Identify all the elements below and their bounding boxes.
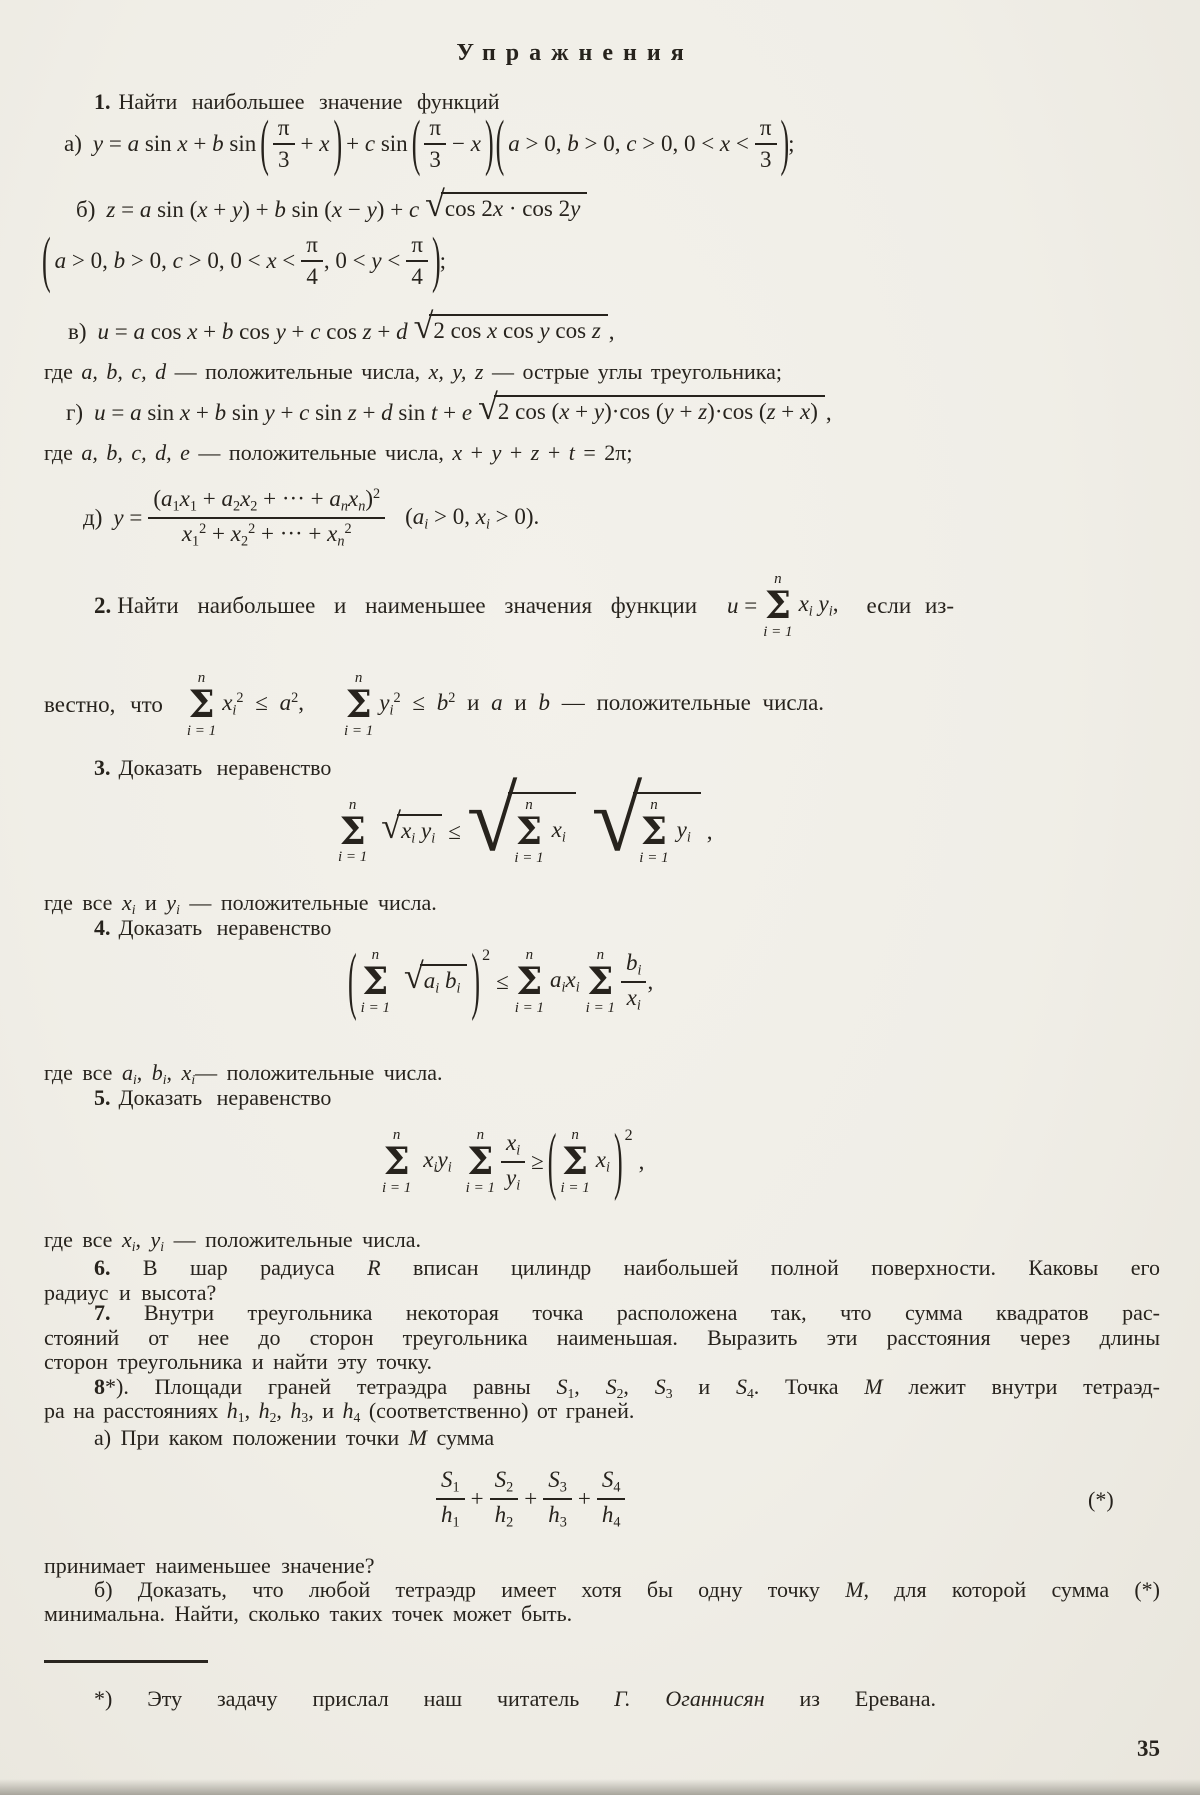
formula-1g-note: где a, b, c, d, e — положительные числа, x + y + z + t = 2π;	[44, 440, 633, 465]
math-text: u =	[727, 592, 758, 618]
numerator: $x_i$	[501, 1131, 525, 1163]
problem-number: 2.	[94, 592, 112, 618]
radicand: cos 2x · cos 2y	[441, 192, 587, 222]
math-text: y =	[113, 505, 143, 531]
formula-1b	[76, 184, 587, 228]
punctuation: ;	[439, 248, 447, 274]
math-text: $a_ix_i$	[550, 967, 580, 996]
fraction	[301, 233, 323, 289]
summation: n Σ i = 1	[639, 797, 669, 866]
problem-text: если из-	[866, 592, 955, 618]
operator: +	[524, 1486, 538, 1512]
fraction	[597, 1468, 626, 1530]
math-text: a > 0, b > 0, c > 0, 0 < x <	[54, 248, 296, 274]
denominator: $h_2$	[494, 1502, 514, 1531]
denominator: $h_1$	[441, 1502, 460, 1531]
heading-text: Доказать неравенство	[118, 1085, 332, 1110]
problem-8b-line-1: б) Доказать, что любой тетраэдр имеет хотя бы одну точку М, для которой сумма (*)	[94, 1577, 1160, 1602]
big-paren-open: (	[348, 938, 357, 1023]
item-label: а)	[64, 131, 82, 157]
problem-8-line-2: ра на расстояниях $h_1$, $h_2$, $h_3$, и $h_4$ (соответственно) от граней.	[44, 1398, 635, 1426]
formula-5	[382, 1118, 645, 1203]
radical	[466, 768, 576, 871]
radical-sign: √	[478, 387, 498, 427]
item-label: д)	[83, 505, 103, 531]
fraction	[406, 233, 428, 289]
summation: n Σ i = 1	[344, 670, 374, 739]
fraction	[148, 487, 385, 549]
radical-sign: √	[413, 306, 434, 346]
page-number: 35	[1137, 1736, 1160, 1761]
operator: +	[470, 1486, 484, 1512]
fraction	[621, 951, 646, 1013]
summation: n Σ i = 1	[338, 796, 368, 866]
radical	[478, 387, 825, 431]
problem-8b-line-2: минимальна. Найти, сколько таких точек может быть.	[44, 1601, 573, 1626]
formula-star	[436, 1468, 625, 1530]
formula-1v	[68, 306, 615, 350]
numerator: π	[273, 116, 295, 145]
big-paren-open: (	[495, 108, 505, 178]
summation: n Σ i = 1	[560, 1127, 590, 1196]
radical	[413, 306, 608, 350]
punctuation: ,	[638, 1148, 645, 1174]
exponent: 2	[482, 946, 491, 964]
big-paren-close: )	[613, 1118, 623, 1203]
radicand: $x_i$ $y_i$	[397, 814, 442, 847]
problem-6-line-1: 6. В шар радиуса R вписан цилиндр наибольшей полной поверхности. Каковы его	[94, 1255, 1160, 1280]
denominator: 3	[429, 147, 441, 173]
scan-bottom-edge	[0, 1779, 1200, 1795]
fraction	[543, 1468, 572, 1530]
problem-1-heading	[94, 90, 500, 114]
heading-text: Доказать неравенство	[118, 915, 332, 940]
problem-8a-question: принимает наименьшее значение?	[44, 1553, 375, 1578]
fraction	[424, 116, 446, 172]
math-text: $y_i$	[676, 817, 691, 846]
big-paren-close: )	[431, 225, 441, 295]
fraction	[490, 1468, 519, 1530]
formula-1d	[83, 487, 539, 549]
summation: n Σ i = 1	[360, 947, 390, 1016]
denominator: 3	[759, 147, 772, 173]
radical	[591, 768, 701, 871]
math-text: $y_i^2 \le b^2$ и a и b — положительные числа.	[379, 690, 825, 719]
page-title: Упражнения	[456, 40, 694, 66]
problem-number: 4.	[94, 915, 111, 940]
formula-1g	[66, 387, 832, 431]
formula-4-note: где все $a_i$, $b_i$, $x_i—$ положительные числа.	[44, 1060, 443, 1088]
big-paren-open: (	[260, 108, 269, 178]
numerator: $S_1$	[436, 1468, 465, 1500]
radical-sign: √	[591, 768, 643, 870]
big-paren-open: (	[547, 1118, 557, 1203]
math-text: $x_i^2 \le a^2$,	[222, 690, 304, 719]
numerator: π	[301, 233, 323, 262]
problem-6-line-2: радиус и высота?	[44, 1280, 217, 1305]
math-text: $x_i$ $y_i$,	[798, 591, 839, 620]
formula-5-note: где все $x_i$, $y_i$ — положительные числа.	[44, 1227, 422, 1255]
problem-number: 3.	[94, 755, 111, 780]
item-label: в)	[68, 319, 87, 344]
math-text: $x_i$	[551, 817, 566, 846]
formula-4	[348, 938, 654, 1023]
math-condition: ($a_i > 0$, $x_i > 0$).	[405, 503, 540, 532]
punctuation: ;	[788, 131, 795, 157]
radical	[381, 805, 442, 850]
fraction	[273, 116, 295, 172]
formula-1v-note: где a, b, c, d — положительные числа, x, y, z — острые углы треугольника;	[44, 359, 782, 384]
footnote-rule	[44, 1660, 208, 1663]
numerator: π	[755, 116, 777, 145]
numerator: π	[424, 116, 446, 145]
numerator: $S_2$	[490, 1468, 519, 1500]
formula-1b-constraints	[42, 225, 447, 295]
math-text: u = a cos x + b cos y + c cos z + d	[97, 319, 408, 344]
problem-5-heading	[94, 1086, 331, 1110]
problem-2-line-2	[44, 671, 824, 739]
numerator: $S_4$	[597, 1468, 626, 1500]
problem-4-heading	[94, 916, 331, 940]
heading-text: Доказать неравенство	[118, 755, 332, 780]
problem-3-heading	[94, 756, 331, 780]
denominator: $h_4$	[601, 1502, 621, 1531]
big-paren-close: )	[471, 938, 481, 1023]
summation: n Σ i = 1	[186, 670, 217, 739]
numerator: $S_3$	[543, 1468, 572, 1500]
math-text: y = a sin x + b sin	[92, 131, 257, 157]
problem-number: 5.	[94, 1085, 111, 1110]
formula-3-note: где все $x_i$ и $y_i$ — положительные числа.	[44, 890, 437, 918]
radical-sign: √	[425, 184, 445, 224]
heading-text: Найти наибольшее значение функций	[118, 89, 500, 114]
big-paren-open: (	[411, 108, 421, 178]
summation: n Σ i = 1	[382, 1127, 412, 1196]
punctuation: ,	[706, 818, 713, 844]
summation: n Σ i = 1	[465, 1127, 495, 1196]
math-text: − x	[451, 131, 481, 157]
denominator: 3	[277, 147, 290, 173]
summation: n Σ i = 1	[585, 947, 615, 1016]
math-text: z = a sin (x + y) + b sin (x − y) + c	[106, 197, 420, 222]
numerator: $b_i$	[621, 951, 646, 983]
punctuation: ,	[825, 400, 832, 425]
footnote-text: *) Эту задачу прислал наш читатель Г. Оганнисян из Еревана.	[94, 1686, 936, 1711]
formula-1a	[64, 108, 795, 178]
radical-sign: √	[381, 805, 402, 846]
relation-sign: ≤	[496, 968, 509, 994]
problem-7-line-1: 7. Внутри треугольника некоторая точка расположена так, что сумма квадратов рас-	[94, 1300, 1160, 1325]
problem-text: вестно, что	[44, 691, 163, 717]
denominator: 4	[306, 264, 318, 290]
radicand: 2 cos (x + y)·cos (y + z)·cos (z + x)	[494, 395, 825, 425]
exponent: 2	[624, 1126, 633, 1144]
fraction	[501, 1131, 525, 1193]
big-paren-open: (	[42, 225, 51, 295]
punctuation: ,	[608, 319, 615, 344]
punctuation: ,	[647, 968, 654, 994]
relation-sign: ≥	[531, 1148, 544, 1174]
denominator: $x_i$	[626, 984, 641, 1014]
radicand: $a_i$ $b_i$	[420, 964, 468, 997]
numerator: ($a_1x_1 + a_2x_2$ + ··· + $a_nx_n)^2$	[148, 487, 385, 519]
problem-2-line	[94, 572, 954, 640]
relation-sign: ≤	[448, 818, 461, 844]
summation: n Σ i = 1	[763, 571, 793, 640]
numerator: π	[406, 233, 428, 262]
summation: n Σ i = 1	[514, 797, 544, 866]
math-text: $x_i$	[595, 1147, 610, 1176]
problem-number: 1.	[94, 89, 111, 114]
problem-8a-line: а) При каком положении точки М сумма	[94, 1425, 495, 1450]
equation-tag: (*)	[1088, 1487, 1114, 1512]
item-label: б)	[76, 197, 96, 222]
math-text: u = a sin x + b sin y + c sin z + d sin t + e	[94, 400, 473, 425]
big-paren-close: )	[780, 108, 790, 178]
denominator: $h_3$	[548, 1502, 567, 1531]
radicand: 2 cos x cos y cos z	[429, 314, 607, 344]
item-label: г)	[66, 400, 84, 425]
denominator: 4	[411, 264, 423, 290]
denominator: $y_i$	[505, 1164, 521, 1194]
radical-sign: √	[403, 955, 424, 996]
summation: n Σ i = 1	[514, 947, 545, 1016]
math-text: + c sin	[346, 131, 408, 157]
formula-3	[338, 768, 713, 871]
math-text: $x_iy_i$	[423, 1147, 452, 1176]
radical	[425, 184, 587, 228]
fraction	[436, 1468, 465, 1530]
problem-8-line-1: 8*). Площади граней тетраэдра равны $S_1$, $S_2$, $S_3$ и $S_4$. Точка М лежит внутри тетраэд-	[94, 1374, 1161, 1402]
operator: +	[577, 1486, 591, 1512]
problem-7-line-2: стояний от нее до сторон треугольника наименьшая. Выразить эти расстояния через длины	[44, 1325, 1160, 1350]
radical	[403, 955, 467, 1000]
math-text: , 0 < y <	[323, 248, 401, 274]
math-text: a > 0, b > 0, c > 0, 0 < x <	[508, 131, 749, 157]
problem-7-line-3: сторон треугольника и найти эту точку.	[44, 1349, 433, 1374]
fraction	[755, 116, 777, 172]
problem-text: Найти наибольшее и наименьшее значения функции	[117, 592, 698, 618]
big-paren-close: )	[333, 108, 343, 178]
radical-sign: √	[466, 768, 518, 870]
denominator: $x_1^2 + x_2^2$ + ··· + $x_n^2$	[181, 521, 352, 550]
big-paren-close: )	[484, 108, 494, 178]
math-text: + x	[300, 131, 330, 157]
